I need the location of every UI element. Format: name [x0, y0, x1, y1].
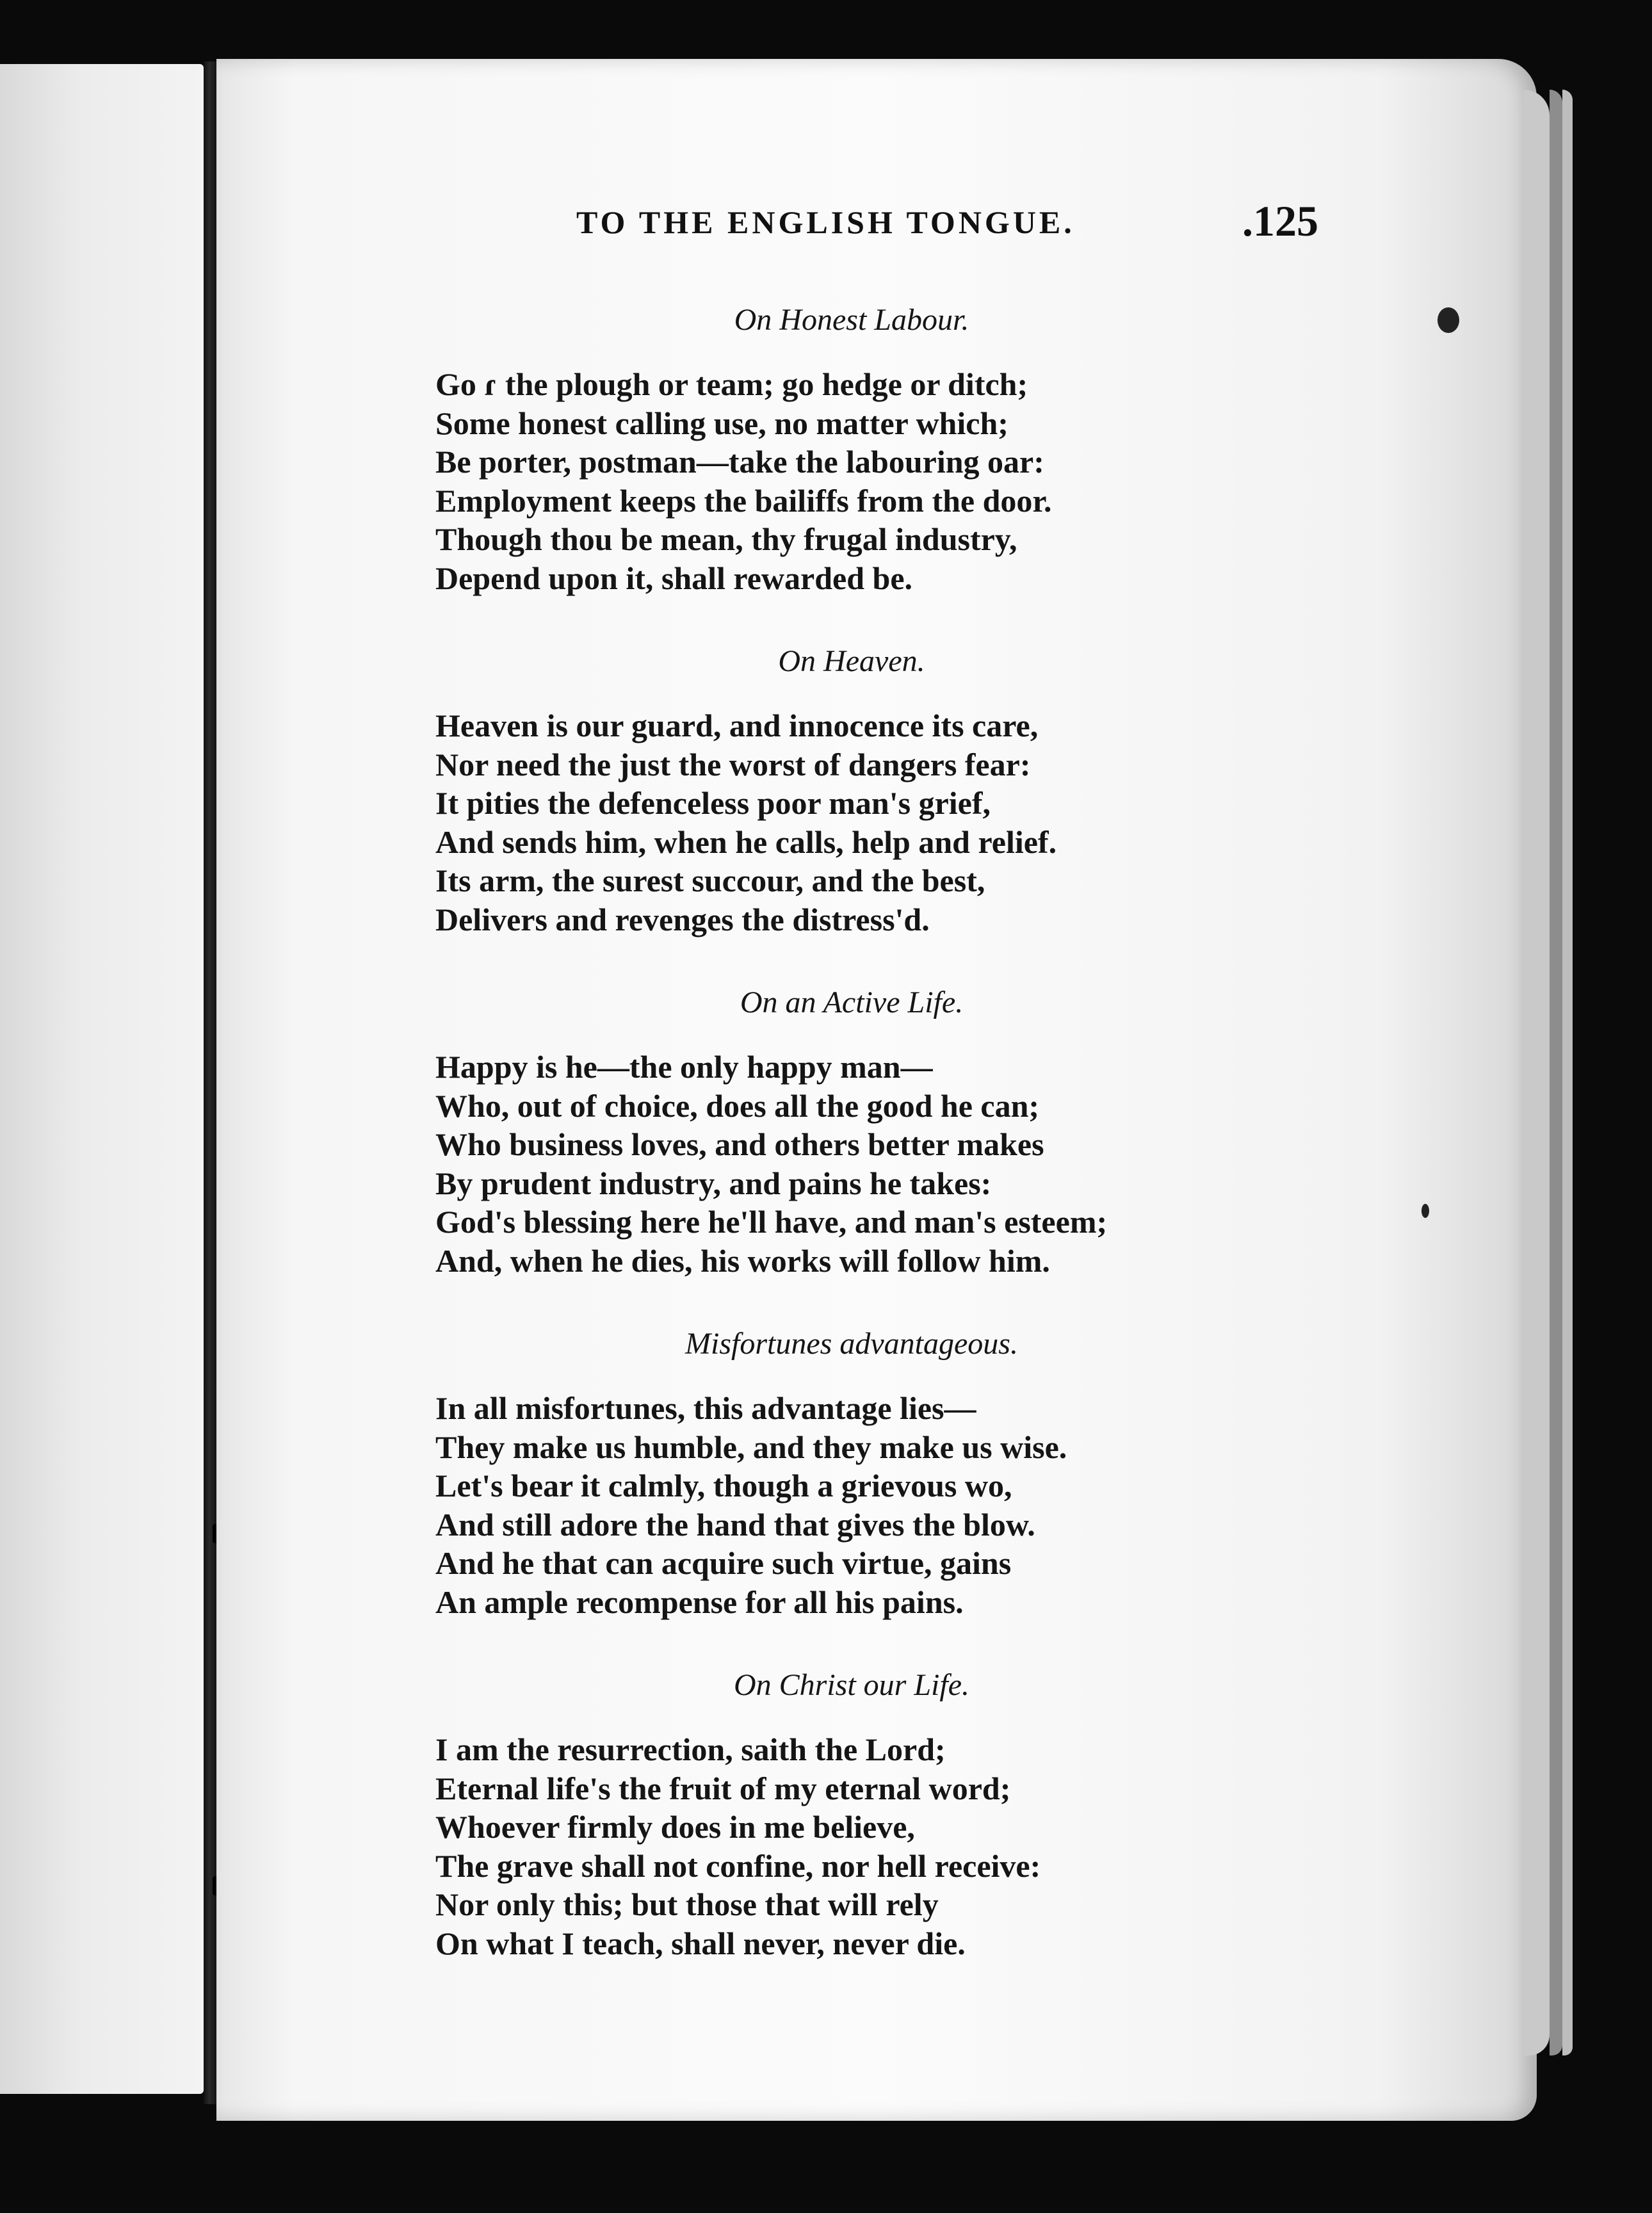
poem-line: God's blessing here he'll have, and man's esteem; [435, 1204, 1108, 1240]
poem [435, 1666, 1268, 1963]
page-edge [1562, 90, 1573, 2055]
poem-line: Nor only this; but those that will rely [435, 1886, 939, 1922]
poem-title: On Christ our Life. [733, 1668, 970, 1702]
poem [435, 301, 1268, 597]
poem-line: It pities the defenceless poor man's grief, [435, 785, 991, 821]
page-header [0, 197, 1652, 255]
poem-line: Who business loves, and others better makes [435, 1126, 1044, 1162]
poem-list [435, 301, 1268, 1963]
poem-title: On Heaven. [778, 644, 925, 678]
poem-line: Eternal life's the fruit of my eternal word; [435, 1770, 1011, 1806]
poem-line: Though thou be mean, thy frugal industry, [435, 521, 1017, 557]
poem-line: I am the resurrection, saith the Lord; [435, 1731, 946, 1767]
poem-line: Heaven is our guard, and innocence its care, [435, 708, 1039, 743]
poem-line: Be porter, postman—take the labouring oar: [435, 444, 1044, 480]
poem-line: By prudent industry, and pains he takes: [435, 1165, 992, 1201]
poem-line: Go ɾ the plough or team; go hedge or ditch; [435, 366, 1028, 402]
poem-title: On Honest Labour. [734, 303, 969, 337]
ink-speck [1421, 1204, 1429, 1218]
ink-speck [1437, 307, 1459, 333]
poem-line: They make us humble, and they make us wise. [435, 1429, 1067, 1465]
poem [435, 642, 1268, 939]
poem-line: Whoever firmly does in me believe, [435, 1809, 915, 1845]
poem-line: Its arm, the surest succour, and the best, [435, 863, 985, 898]
poem-line: Depend upon it, shall rewarded be. [435, 560, 913, 596]
left-page [0, 64, 204, 2094]
poem-line: On what I teach, shall never, never die. [435, 1925, 966, 1961]
poem [435, 984, 1268, 1280]
poem [435, 1325, 1268, 1621]
poem-title: Misfortunes advantageous. [685, 1327, 1018, 1361]
poem-line: Nor need the just the worst of dangers fear: [435, 746, 1031, 782]
page-edge [1524, 90, 1550, 2055]
poem-line: And, when he dies, his works will follow him. [435, 1242, 1050, 1279]
poem-line: And still adore the hand that gives the blow. [435, 1506, 1035, 1543]
book-gutter [204, 61, 216, 2104]
poem-line: The grave shall not confine, nor hell receive: [435, 1847, 1041, 1884]
poem-title: On an Active Life. [740, 985, 964, 1019]
poem-line: Who, out of choice, does all the good he can; [435, 1087, 1040, 1124]
poem-line: Happy is he—the only happy man— [435, 1049, 933, 1085]
page-number: .125 [1242, 197, 1318, 245]
page-edge [1550, 90, 1562, 2055]
poem-line: In all misfortunes, this advantage lies— [435, 1390, 976, 1426]
poem-line: An ample recompense for all his pains. [435, 1584, 964, 1620]
running-title: TO THE ENGLISH TONGUE. [576, 204, 1075, 240]
poem-line: Let's bear it calmly, though a grievous wo, [435, 1468, 1012, 1504]
poem-line: Some honest calling use, no matter which; [435, 405, 1008, 441]
poem-line: Employment keeps the bailiffs from the door. [435, 482, 1052, 519]
poem-line: And he that can acquire such virtue, gains [435, 1545, 1012, 1581]
poem-line: And sends him, when he calls, help and relief. [435, 823, 1057, 860]
poem-line: Delivers and revenges the distress'd. [435, 901, 930, 937]
